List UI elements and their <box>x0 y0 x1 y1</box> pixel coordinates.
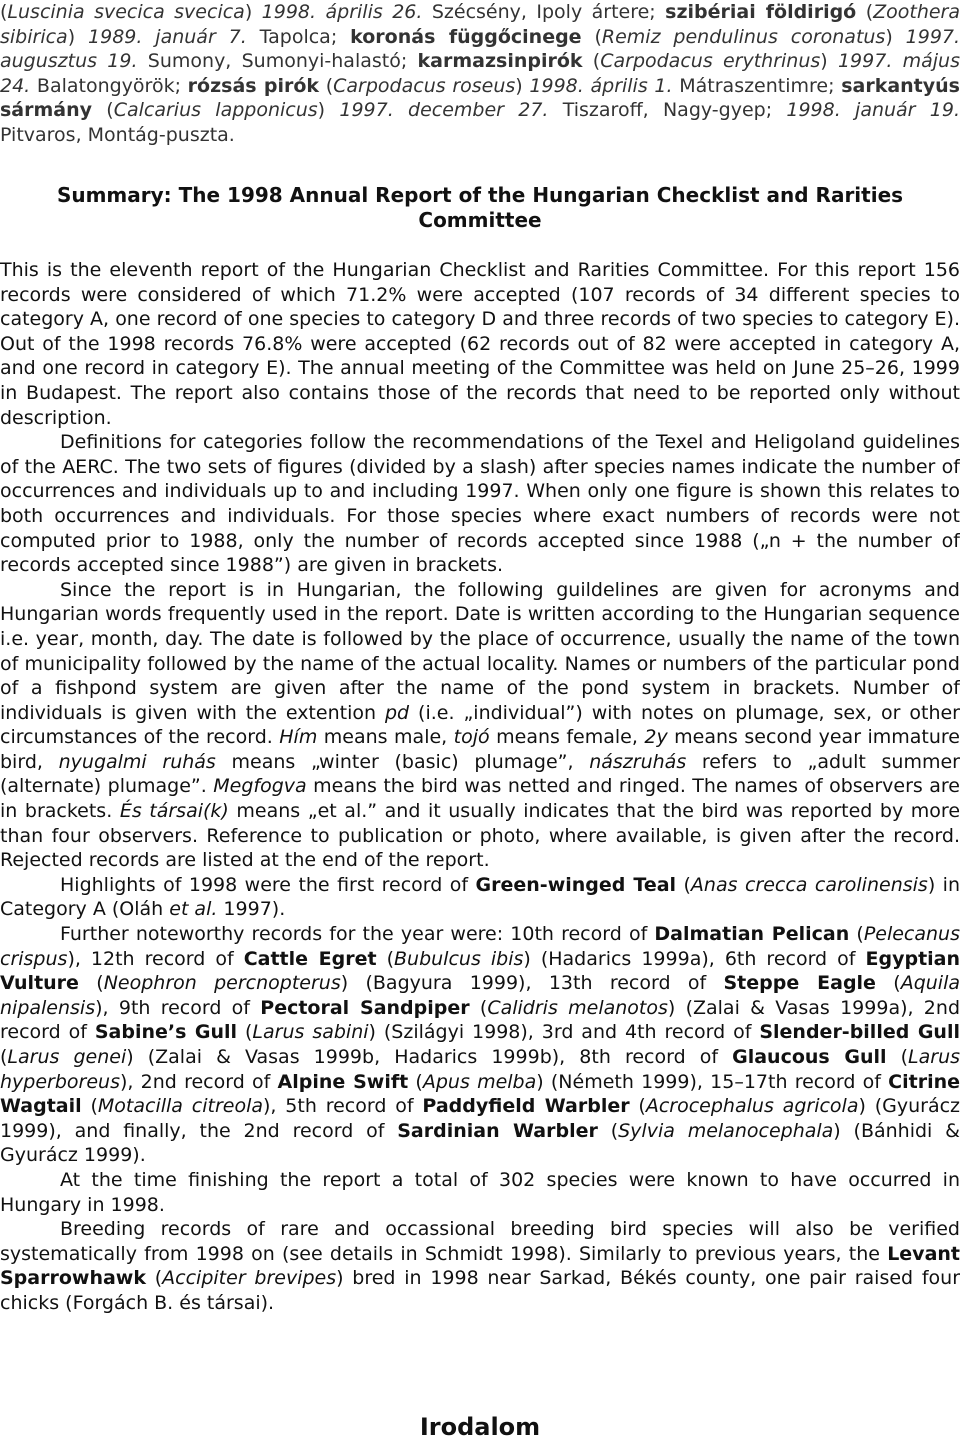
summary-paragraph-2 <box>0 430 960 578</box>
italic-run: 1989. január 7. <box>88 25 247 48</box>
text-run: ( <box>582 50 601 73</box>
text-run: ( <box>581 25 602 48</box>
italic-run: 1997. augusztus 19. <box>0 25 960 73</box>
bold-run: Dalmatian Pelican <box>654 923 850 946</box>
text-run: ) <box>317 99 340 122</box>
text-run: means „winter (basic) plumage”, <box>215 750 590 773</box>
bold-run: Sabine’s Gull <box>94 1021 238 1044</box>
italic-run: Zoothera sibirica <box>0 1 960 48</box>
italic-run: Apus melba <box>422 1070 537 1093</box>
italic-run: Carpodacus erythrinus <box>600 50 821 73</box>
italic-run: 1998. január 19. <box>786 99 960 122</box>
text-run: ) (Zalai & Vasas 1999a), 2nd record of <box>0 996 960 1044</box>
bold-run: karmazsinpirók <box>417 50 583 73</box>
bold-run: Egyptian Vulture <box>0 947 960 995</box>
text-run: ), 12th record of <box>67 947 244 970</box>
bold-run: Steppe Eagle <box>723 972 876 995</box>
text-run: ) (Hadarics 1999a), 6th record of <box>523 947 866 970</box>
text-run: ) <box>885 25 906 48</box>
bold-run: Levant Sparrowhawk <box>0 1242 960 1290</box>
italic-run: Larus hyperboreus <box>0 1046 960 1093</box>
text-run: means „et al.” and it usually indicates that the bird was reported by more than four observers. Reference to publication or photo, where available, is given after the record. Rejected records are listed at the end of the report. <box>0 800 960 872</box>
bold-run: koronás függőcinege <box>350 25 582 48</box>
italic-run: nyugalmi ruhás <box>58 750 216 773</box>
italic-run: Motacilla citreola <box>97 1095 264 1118</box>
italic-run: Neophron percnopterus <box>103 972 341 995</box>
italic-run: Hím <box>279 726 318 749</box>
text-run: ( <box>237 1021 253 1044</box>
text-run: Further noteworthy records for the year were: 10th record of <box>60 923 655 946</box>
italic-run: Aquila nipalensis <box>0 972 960 1019</box>
summary-paragraph-4 <box>0 873 960 922</box>
bold-run: sarkantyús sármány <box>0 74 960 122</box>
bold-run: rózsás pirók <box>187 74 320 97</box>
text-run: ( <box>676 873 691 896</box>
text-run: means male, <box>317 726 454 749</box>
text-run: Balatongyörök; <box>30 74 188 97</box>
italic-run: Larus genei <box>7 1046 127 1068</box>
text-run: ( <box>886 1046 909 1068</box>
summary-paragraph-7 <box>0 1217 960 1315</box>
text-run: means the bird was netted and ringed. The names of observers are in brackets. <box>0 775 960 823</box>
italic-run: 1998. április 1. <box>529 74 673 97</box>
text-run: ( <box>849 923 864 946</box>
text-run: 1997). <box>217 898 286 921</box>
text-run: refers to „adult summer (alternate) plumage”. <box>0 750 960 798</box>
italic-run: Anas crecca carolinensis <box>690 873 928 896</box>
italic-run: Sylvia melanocephala <box>618 1119 834 1142</box>
text-run: ( <box>78 972 104 995</box>
text-run: ) <box>515 74 530 97</box>
text-run: ) <box>67 25 89 48</box>
text-run: Pitvaros, Montág-puszta. <box>0 123 235 146</box>
text-run: Since the report is in Hungarian, the following guildelines are given for acronyms and Hungarian words frequently used in the report. Date is written according to the Hungarian sequence i.e. year, month, day. The date is followed by the place of occurrence, usually the name of the town of municipality followed by the name of the actual locality. Names or numbers of the particular pond of a fishpond system are given after the name of the pond system in brackets. Number of individuals is given with the extention <box>0 578 960 724</box>
bold-run: Glaucous Gull <box>732 1046 887 1068</box>
bold-run: Sardinian Warbler <box>397 1119 598 1142</box>
italic-run: Pelecanus crispus <box>0 923 960 970</box>
italic-run: 1997. december 27. <box>339 99 549 122</box>
text-run: ( <box>92 99 114 122</box>
text-run: Breeding records of rare and occassional breeding bird species will also be verified systematically from 1998 on (see details in Schmidt 1998). Similarly to previous years, the <box>0 1218 960 1265</box>
italic-run: Larus sabini <box>252 1021 369 1044</box>
summary-paragraph-3 <box>0 578 960 873</box>
text-run: ( <box>469 996 488 1019</box>
italic-run: nászruhás <box>589 750 687 773</box>
italic-run: Megfogva <box>213 775 307 798</box>
italic-run: et al. <box>169 898 218 921</box>
italic-run: Calidris melanotos <box>487 996 668 1019</box>
italic-run: Luscinia svecica svecica <box>7 1 245 23</box>
italic-run: Bubulcus ibis <box>394 947 524 970</box>
italic-run: Remiz pendulinus coronatus <box>601 25 886 48</box>
text-run: Tiszaroff, Nagy-gyep; <box>548 99 787 122</box>
italic-run: Calcarius lapponicus <box>113 99 318 122</box>
text-run: ( <box>408 1070 423 1093</box>
text-run: Szécsény, Ipoly ártere; <box>422 1 666 23</box>
italic-run: Acrocephalus agricola <box>645 1095 859 1118</box>
text-run: This is the eleventh report of the Hungarian Checklist and Rarities Committee. For this report 156 records were considered of which 71.2% were accepted (107 records of 34 different species to category A, one record of one species to category D and three records of two species to category E). Out of the 1998 records 76.8% were accepted (62 records out of 82 were accepted in category A, and one record in category E). The annual meeting of the Committee was held on June 25–26, 1999 in Budapest. The report also contains those of the records that need to be reported only without description. <box>0 259 960 429</box>
bold-run: Alpine Swift <box>277 1070 409 1093</box>
text-run: ) (Németh 1999), 15–17th record of <box>536 1070 889 1093</box>
text-run: Definitions for categories follow the recommendations of the Texel and Heligoland guidelines of the AERC. The two sets of figures (divided by a slash) after species names indicate the number of occurrences and individuals up to and including 1997. When only one figure is shown this relates to both occurrences and individuals. For those species where exact numbers of records were not computed prior to 1988, only the number of records accepted since 1988 („n + the number of records accepted since 1988”) are given in brackets. <box>0 431 960 577</box>
bold-run: szibériai földirigó <box>665 1 857 23</box>
italic-run: tojó <box>453 726 490 749</box>
summary-paragraph-5 <box>0 922 960 1168</box>
text-run: ) (Bánhidi & Gyurácz 1999). <box>0 1119 960 1167</box>
bold-run: Paddyfield Warbler <box>422 1095 630 1118</box>
text-run: ( <box>629 1095 646 1118</box>
italic-run: 1997. május 24. <box>0 50 960 97</box>
italic-run: 1998. április 26. <box>261 1 423 23</box>
text-run: Mátraszentimre; <box>672 74 842 97</box>
bold-run: Pectoral Sandpiper <box>260 996 470 1019</box>
text-run: ( <box>597 1119 619 1142</box>
text-run: ) bred in 1998 near Sarkad, Békés county, one pair raised four chicks (Forgách B. és társai). <box>0 1267 960 1314</box>
summary-paragraph-1 <box>0 258 960 430</box>
text-run: (i.e. „individual”) with notes on plumage, sex, or other circumstances of the record. <box>0 701 960 749</box>
text-run: ) (Bagyura 1999), 13th record of <box>340 972 724 995</box>
italic-run: pd <box>384 701 410 724</box>
text-run: ( <box>81 1095 98 1118</box>
text-run: Tapolca; <box>246 25 351 48</box>
references-heading: Irodalom <box>419 1413 541 1441</box>
text-run: means female, <box>489 726 645 749</box>
text-run: ( <box>0 1046 8 1068</box>
bold-run: Slender-billed Gull <box>759 1021 960 1044</box>
bold-run: Citrine Wagtail <box>0 1070 960 1118</box>
text-run: ) (Zalai & Vasas 1999b, Hadarics 1999b), 8th record of <box>126 1046 733 1068</box>
summary-heading: Summary: The 1998 Annual Report of the Hungarian Checklist and Rarities Committee <box>56 183 904 232</box>
text-run: ) (Szilágyi 1998), 3rd and 4th record of <box>368 1021 760 1044</box>
text-run: means second year immature bird, <box>0 726 960 773</box>
text-run: ) in Category A (Oláh <box>0 873 960 921</box>
text-run: ( <box>856 1 874 23</box>
text-run: ( <box>0 1 8 23</box>
text-run: ), 2nd record of <box>119 1070 278 1093</box>
italic-run: Accipiter brevipes <box>162 1267 337 1290</box>
italic-run: 2y <box>644 726 668 749</box>
text-run: ) <box>820 50 838 73</box>
text-run: ) (Gyurácz 1999), and finally, the 2nd record of <box>0 1095 960 1142</box>
text-run: Sumony, Sumonyi-halastó; <box>137 50 418 73</box>
text-run: ( <box>875 972 901 995</box>
text-run: ( <box>319 74 334 97</box>
text-run: ( <box>146 1267 163 1290</box>
text-run: ), 5th record of <box>263 1095 423 1118</box>
intro-paragraph <box>0 0 960 148</box>
text-run: At the time finishing the report a total of 302 species were known to have occurred in Hungary in 1998. <box>0 1168 960 1216</box>
bold-run: Cattle Egret <box>243 947 377 970</box>
summary-paragraph-6 <box>0 1168 960 1217</box>
text-run: Highlights of 1998 were the first record of <box>60 873 476 896</box>
intro-section <box>0 0 960 148</box>
text-run: ( <box>376 947 394 970</box>
italic-run: És társai(k) <box>119 800 229 823</box>
bold-run: Green-winged Teal <box>475 873 677 896</box>
text-run: ) <box>244 1 262 23</box>
summary-body <box>0 258 960 1316</box>
text-run: ), 9th record of <box>95 996 261 1019</box>
italic-run: Carpodacus roseus <box>333 74 516 97</box>
